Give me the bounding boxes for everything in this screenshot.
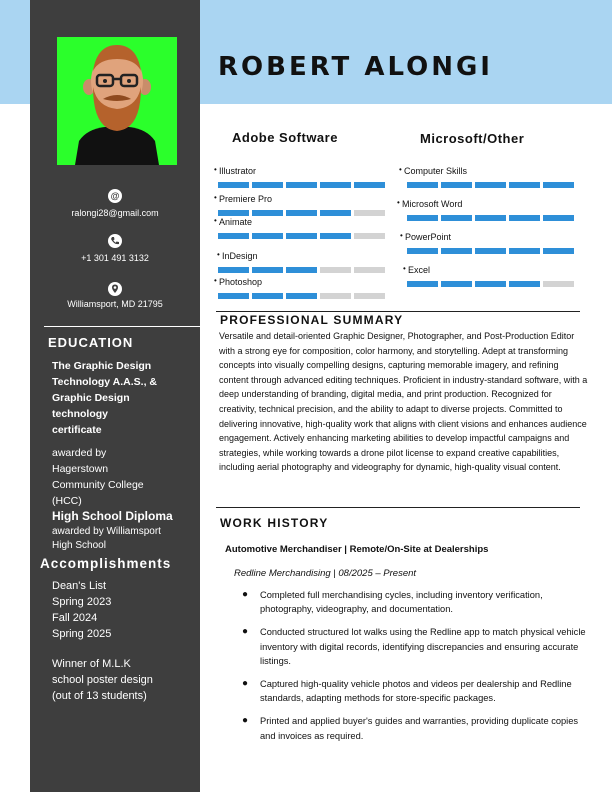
avatar-illustration (57, 37, 177, 165)
job-bullet: ● Conducted structured lot walks using the Redline app to match physical vehicle inventory with digital records, identifying discrepancies and ensuring accurate listings. (242, 626, 586, 667)
diploma-title: High School Diploma (52, 509, 173, 523)
skill-segment-filled (475, 182, 506, 188)
accomplishment-line: Fall 2024 (52, 612, 98, 624)
bullet-dot-icon: ● (242, 715, 249, 727)
skill-label: • Excel (408, 265, 430, 275)
skill-segment-filled (407, 182, 438, 188)
skill-segment-filled (509, 281, 540, 287)
skill-segment-filled (407, 281, 438, 287)
awarded-line: awarded by (52, 447, 107, 459)
skill-segment-filled (475, 248, 506, 254)
sidebar-divider (44, 326, 200, 327)
email-icon: @ (108, 189, 122, 203)
skill-segment-filled (286, 267, 317, 273)
skill-label: • Microsoft Word (402, 199, 462, 209)
skill-label: • PowerPoint (405, 232, 451, 242)
skill-segment-filled (441, 281, 472, 287)
skill-segment-filled (286, 182, 317, 188)
skill-segment-filled (407, 215, 438, 221)
skill-label: • InDesign (222, 251, 258, 261)
award-line: Winner of M.L.K (52, 658, 131, 670)
skill-segment-empty (320, 267, 351, 273)
degree-line: Technology A.A.S., & (52, 376, 158, 388)
skill-label: • Premiere Pro (219, 194, 272, 204)
skill-segment-filled (475, 281, 506, 287)
job-company: Redline Merchandising | 08/2025 – Present (234, 568, 417, 579)
work-rule (216, 507, 580, 508)
contact-phone[interactable]: +1 301 491 3132 (81, 253, 149, 263)
skill-label: • Animate (219, 217, 252, 227)
skill-segment-filled (286, 293, 317, 299)
skill-segment-filled (509, 248, 540, 254)
job-title: Automotive Merchandiser | Remote/On-Site at Dealerships (225, 544, 489, 555)
profile-avatar (57, 37, 177, 165)
map-pin-icon (108, 282, 122, 296)
skill-label: • Illustrator (219, 166, 256, 176)
degree-line: The Graphic Design (52, 360, 152, 372)
skill-segment-filled (354, 182, 385, 188)
skill-segment-filled (320, 210, 351, 216)
microsoft-skills-title: Microsoft/Other (420, 131, 525, 146)
job-bullet: ● Completed full merchandising cycles, including inventory verification, photography, videography, and documentation. (242, 589, 543, 615)
awarded-line: Community College (52, 479, 144, 491)
bullet-dot-icon: ● (242, 589, 249, 600)
awarded-line: (HCC) (52, 495, 82, 507)
skill-segment-filled (509, 182, 540, 188)
skill-segment-filled (218, 182, 249, 188)
skill-segment-filled (252, 293, 283, 299)
candidate-name: ROBERT ALONGI (218, 52, 493, 82)
phone-icon (108, 234, 122, 248)
skill-segment-empty (354, 267, 385, 273)
skill-segment-filled (218, 210, 249, 216)
accomplishments-heading: Accomplishments (40, 556, 172, 571)
skill-segment-filled (441, 248, 472, 254)
skill-segment-filled (441, 182, 472, 188)
skill-segment-filled (475, 215, 506, 221)
sidebar (30, 0, 200, 792)
degree-line: Graphic Design (52, 392, 130, 404)
education-heading: EDUCATION (48, 335, 134, 350)
skill-segment-filled (441, 215, 472, 221)
skill-segment-filled (543, 182, 574, 188)
skill-segment-empty (354, 210, 385, 216)
degree-line: certificate (52, 424, 102, 436)
work-heading: WORK HISTORY (220, 516, 329, 530)
skill-segment-filled (509, 215, 540, 221)
adobe-skills-title: Adobe Software (232, 130, 338, 145)
skill-segment-filled (286, 210, 317, 216)
skill-segment-empty (354, 293, 385, 299)
bullet-dot-icon: ● (242, 626, 249, 638)
skill-segment-filled (252, 267, 283, 273)
bullet-dot-icon: ● (242, 678, 249, 690)
job-bullet: ● Captured high-quality vehicle photos and videos per dealership and Redline standards, adapting methods for store-specific packages. (242, 678, 572, 704)
summary-rule (216, 311, 580, 312)
job-bullets (242, 588, 587, 752)
contact-location: Williamsport, MD 21795 (67, 299, 163, 309)
skill-label: • Computer Skills (404, 166, 467, 176)
skill-segment-filled (286, 233, 317, 239)
accomplishment-line: Spring 2025 (52, 628, 112, 640)
skill-segment-empty (354, 233, 385, 239)
contact-email[interactable]: ralongi28@gmail.com (71, 208, 159, 218)
skill-segment-filled (407, 248, 438, 254)
skill-segment-filled (543, 248, 574, 254)
accomplishment-line: Dean's List (52, 580, 107, 592)
skill-segment-filled (218, 267, 249, 273)
skill-segment-empty (543, 281, 574, 287)
skill-segment-filled (320, 233, 351, 239)
awarded-line: Hagerstown (52, 463, 109, 475)
diploma-line: High School (52, 540, 106, 551)
skill-segment-filled (252, 210, 283, 216)
award-line: school poster design (52, 674, 153, 686)
award-line: (out of 13 students) (52, 690, 147, 702)
skill-segment-filled (218, 293, 249, 299)
skill-segment-filled (320, 182, 351, 188)
summary-heading: PROFESSIONAL SUMMARY (220, 313, 404, 327)
summary-text: Versatile and detail-oriented Graphic Designer, Photographer, and Post-Production Editor with a strong eye for composition, color harmony, and storytelling. Adept at transforming concepts into visually compelling designs, capturing memorable imagery, and refining content through advanced editing techniques. Proficient in industry-standard software, with a deep understanding of branding, digital media, and print production. Recognized for creativity, technical precision, and the ability to adapt to diverse projects. Committed to delivering innovative, high-quality work that aligns with client visions and enhances audience engagement. Actively enhancing marketing abilities to develop impactful campaigns and strategies, while working towards a drone pilot license to expand creative capabilities, including aerial photography and videography for dynamic, high-quality visual content. (219, 331, 588, 473)
skill-segment-filled (543, 215, 574, 221)
degree-line: technology (52, 408, 109, 420)
diploma-line: awarded by Williamsport (52, 526, 161, 537)
accomplishment-line: Spring 2023 (52, 596, 112, 608)
job-bullet: ● Printed and applied buyer's guides and warranties, providing duplicate copies and invoices as required. (242, 715, 579, 741)
skill-label: • Photoshop (219, 277, 262, 287)
skill-segment-empty (320, 293, 351, 299)
skill-segment-filled (218, 233, 249, 239)
skill-segment-filled (252, 233, 283, 239)
skill-segment-filled (252, 182, 283, 188)
